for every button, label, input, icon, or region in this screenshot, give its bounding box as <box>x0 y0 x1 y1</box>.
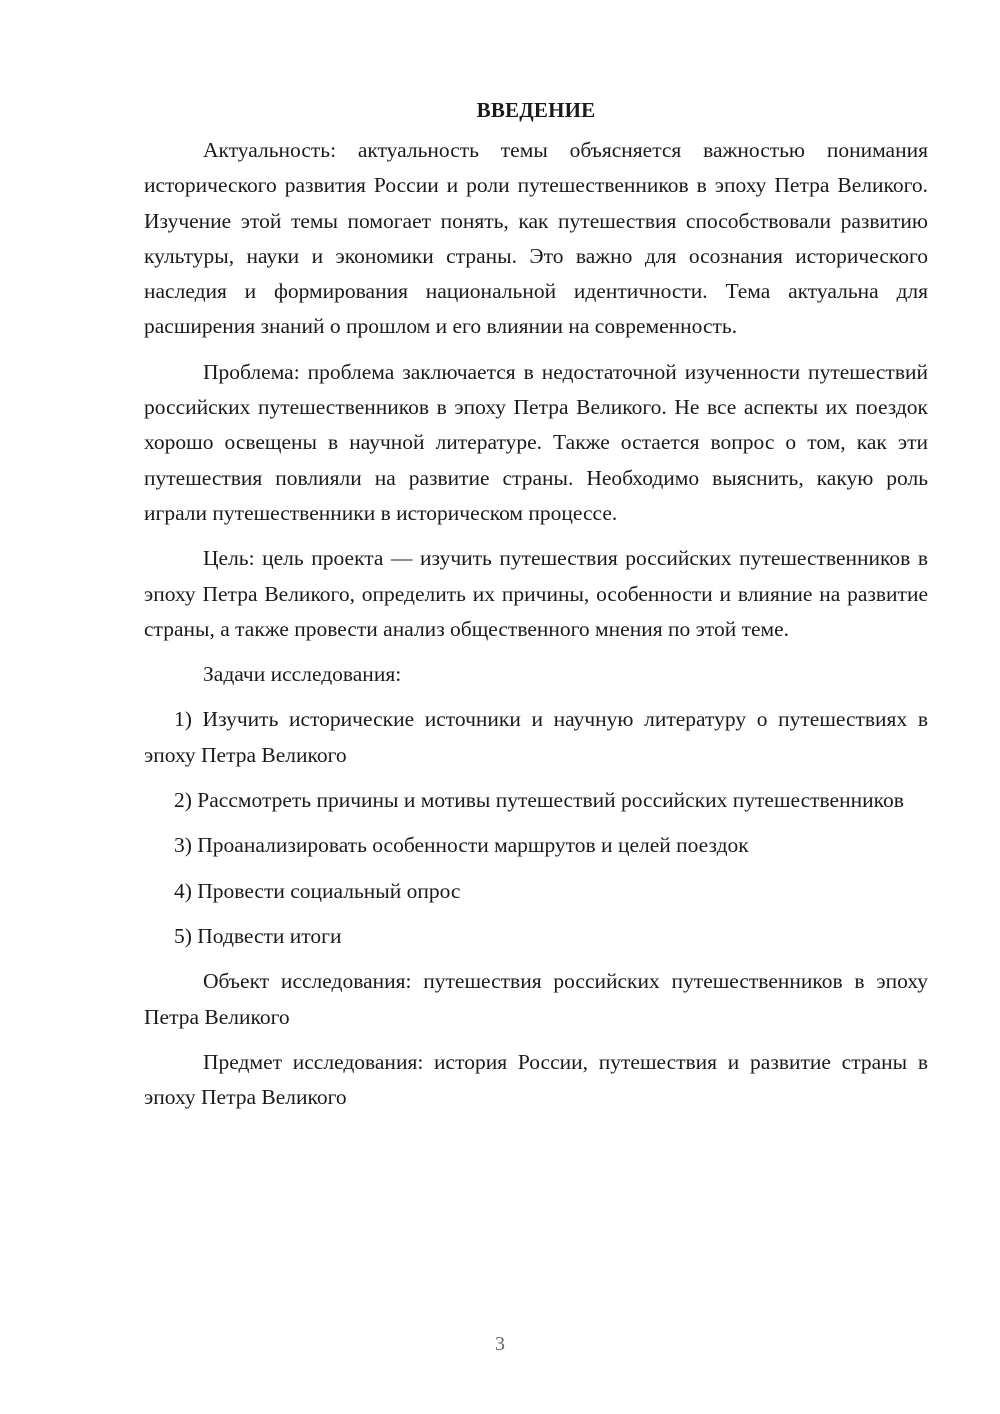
section-title: ВВЕДЕНИЕ <box>476 98 596 122</box>
paragraph-relevance: Актуальность: актуальность темы объясняется важностью понимания исторического развития России и роли путешественников в эпоху Петра Великого. Изучение этой темы помогает понять, как путешествия способствовали развитию культуры, науки и экономики страны. Это важно для осознания исторического наследия и формирования национальной идентичности. Тема актуальна для расширения знаний о прошлом и его влиянии на современность. <box>144 138 928 339</box>
task-item-1: 1) Изучить исторические источники и научную литературу о путешествиях в эпоху Петра Великого <box>144 707 928 767</box>
paragraph-subject: Предмет исследования: история России, путешествия и развитие страны в эпоху Петра Великого <box>144 1049 928 1110</box>
paragraph-object: Объект исследования: путешествия российских путешественников в эпоху Петра Великого <box>144 969 928 1029</box>
task-item-3: 3) Проанализировать особенности маршрутов и целей поездок <box>174 833 749 858</box>
task-item-2: 2) Рассмотреть причины и мотивы путешествий российских путешественников <box>174 788 904 813</box>
task-item-5: 5) Подвести итоги <box>174 923 342 948</box>
paragraph-problem: Проблема: проблема заключается в недостаточной изученности путешествий российских путешественников в эпоху Петра Великого. Не все аспекты их поездок хорошо освещены в научной литературе. Также остается вопрос о том, как эти путешествия повлияли на развитие страны. Необходимо выяснить, какую роль играли путешественники в историческом процессе. <box>144 359 928 525</box>
document-page <box>144 92 928 1125</box>
task-item-4: 4) Провести социальный опрос <box>174 878 461 903</box>
paragraph-goal: Цель: цель проекта — изучить путешествия российских путешественников в эпоху Петра Великого, определить их причины, особенности и влияние на развитие страны, а также провести анализ общественного мнения по этой теме. <box>144 546 928 641</box>
tasks-heading: Задачи исследования: <box>203 662 402 687</box>
page-number: 3 <box>495 1333 505 1355</box>
